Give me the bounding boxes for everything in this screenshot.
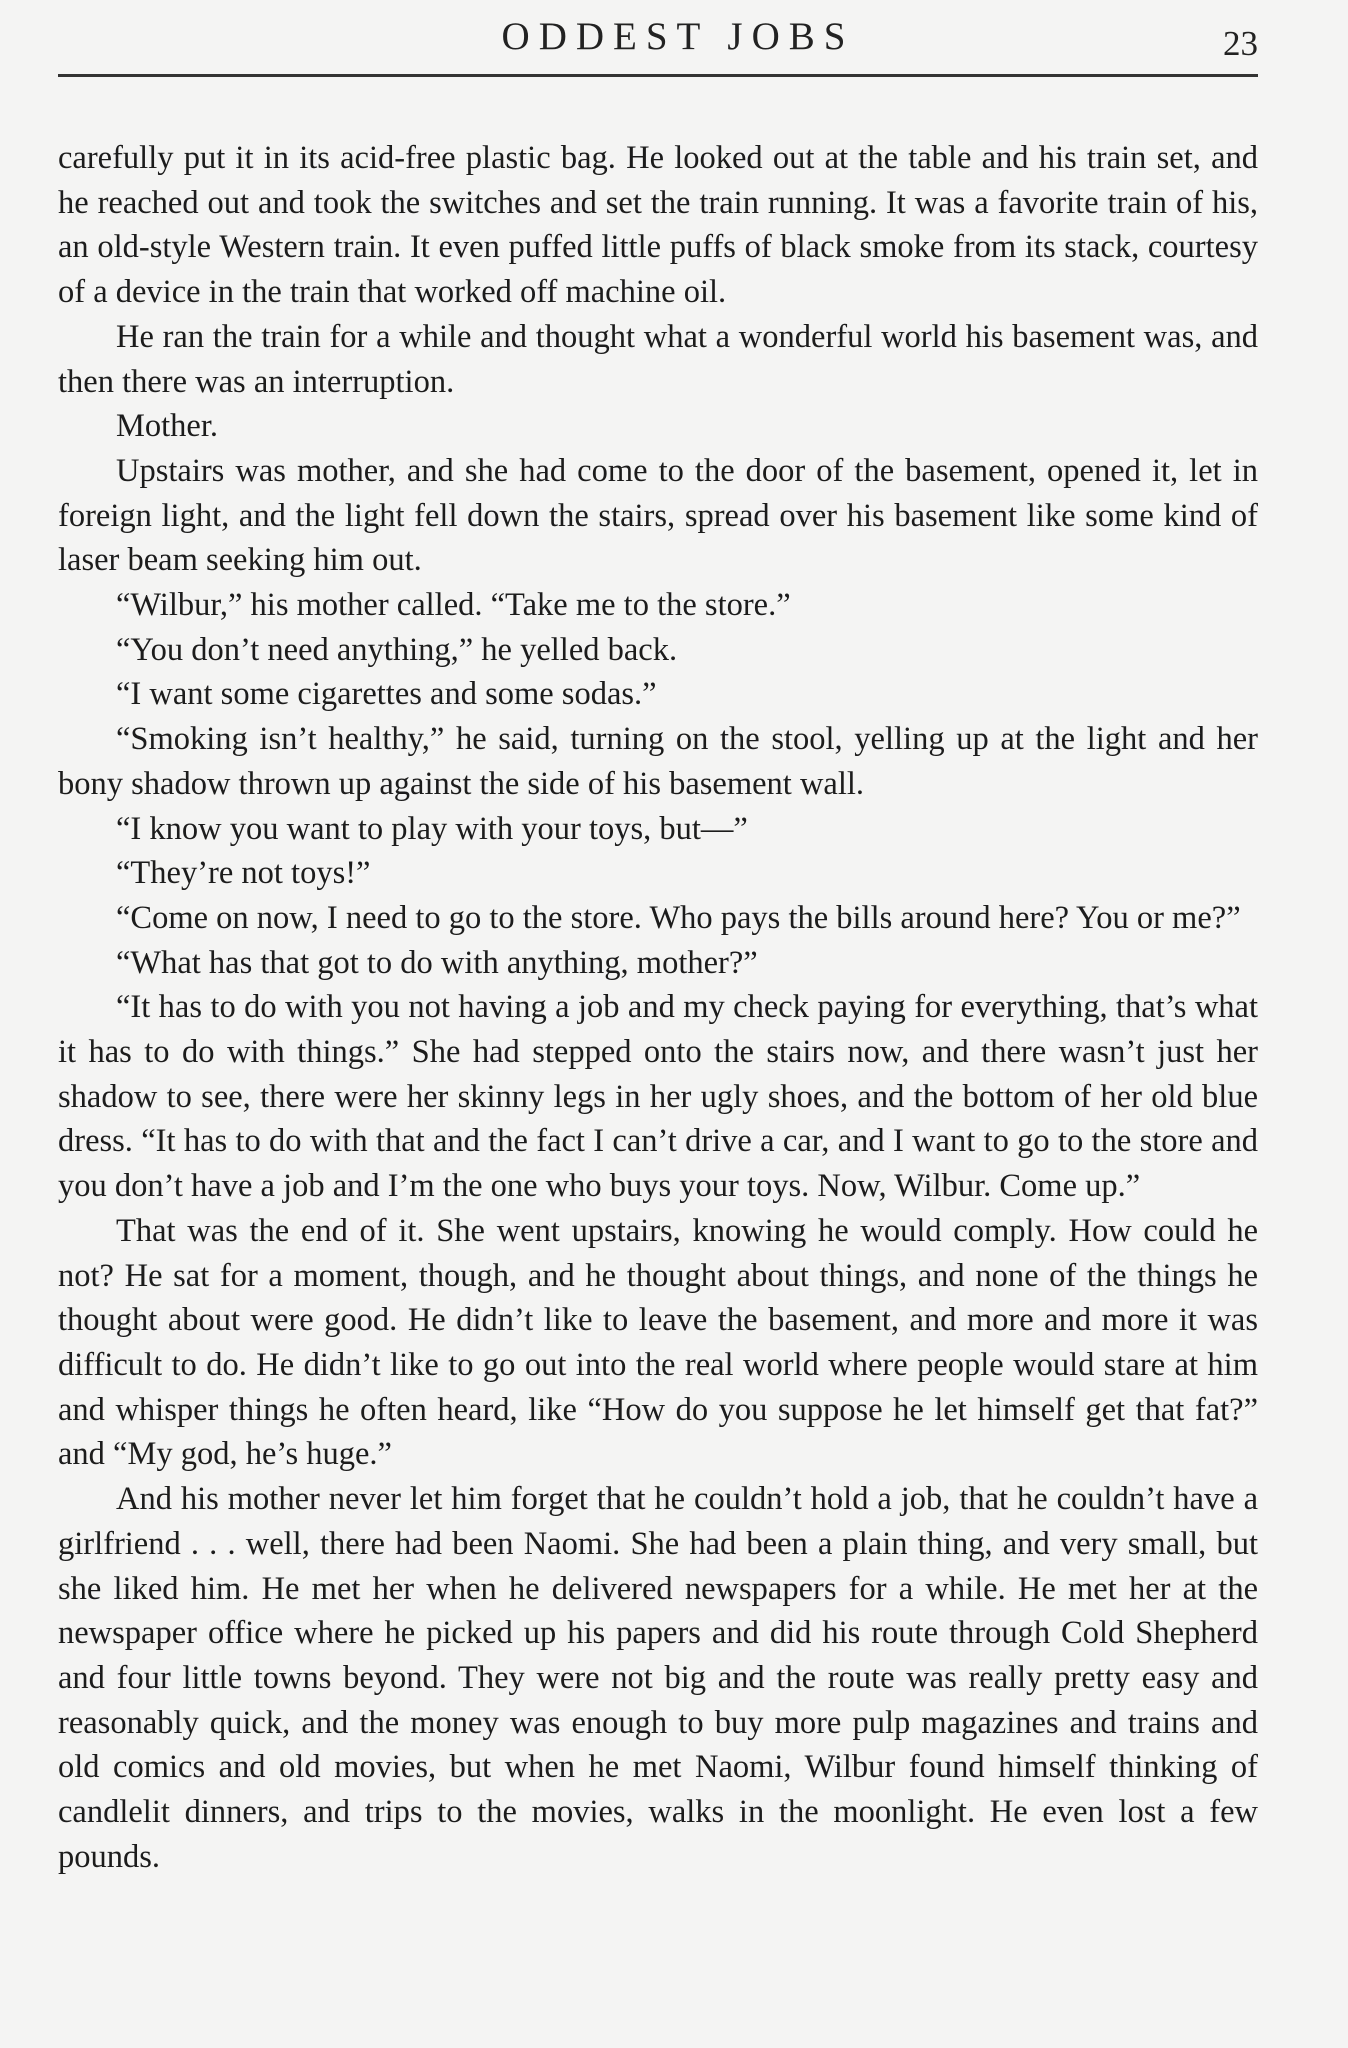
paragraph: “Wilbur,” his mother called. “Take me to the store.” (116, 587, 791, 624)
paragraph: carefully put it in its acid-free plastic bag. He looked out at the table and his train set, and he reached out and took the switches and set the train running. It was a favorite train of his, an old-style Western train. It even puffed little puffs of black smoke from its stack, courtesy of a device in the train that worked off machine oil. (58, 140, 1258, 311)
paragraph: “They’re not toys!” (116, 855, 371, 892)
header-rule (58, 74, 1258, 77)
paragraph: “What has that got to do with anything, mother?” (116, 944, 758, 981)
paragraph: “It has to do with you not having a job and my check paying for everything, that’s what it has to do with things.” She had stepped onto the stairs now, and there wasn’t just her shadow to see, there were her skinny legs in her ugly shoes, and the bottom of her old blue dress. “It has to do with that and the fact I can’t drive a car, and I want to go to the store and you don’t have a job and I’m the one who buys your toys. Now, Wilbur. Come up.” (58, 989, 1258, 1205)
paragraph: “Come on now, I need to go to the store. Who pays the bills around here? You or me?” (116, 899, 1241, 936)
paragraph: He ran the train for a while and thought what a wonderful world his basement was, and then there was an interruption. (58, 318, 1258, 400)
paragraph: “Smoking isn’t healthy,” he said, turning on the stool, yelling up at the light and her bony shadow thrown up against the side of his basement wall. (58, 721, 1258, 802)
paragraph: And his mother never let him forget that he couldn’t hold a job, that he couldn’t have a girlfriend . . . well, there had been Naomi. She had been a plain thing, and very small, but she liked him. He met her when he delivered newspapers for a while. He met her at the newspaper office where he picked up his papers and did his route through Cold Shepherd and four little towns beyond. They were not big and the route was really pretty easy and reasonably quick, and the money was enough to buy more pulp magazines and trains and old comics and old movies, but when he met Naomi, Wilbur found himself thinking of candlelit dinners, and trips to the movies, walks in the moonlight. He even lost a few pounds. (58, 1481, 1258, 1875)
paragraph: That was the end of it. She went upstairs, knowing he would comply. How could he not? He sat for a moment, though, and he thought about things, and none of the things he thought about were good. He didn’t like to leave the basement, and more and more it was difficult to do. He didn’t like to go out into the real world where people would stare at him and whisper things he often heard, like “How do you suppose he let himself get that fat?” and “My god, he’s huge.” (58, 1212, 1258, 1473)
page-number: 23 (1223, 24, 1258, 63)
body-text (58, 136, 1258, 1879)
paragraph: Mother. (116, 408, 219, 445)
paragraph: “I know you want to play with your toys, but—” (116, 810, 748, 847)
paragraph: Upstairs was mother, and she had come to the door of the basement, opened it, let in foreign light, and the light fell down the stairs, spread over his basement like some kind of laser beam seeking him out. (58, 452, 1258, 579)
paragraph: “I want some cigarettes and some sodas.” (116, 676, 657, 713)
running-title: ODDEST JOBS (501, 15, 855, 58)
paragraph: “You don’t need anything,” he yelled back. (116, 631, 678, 668)
running-header (58, 10, 1258, 70)
